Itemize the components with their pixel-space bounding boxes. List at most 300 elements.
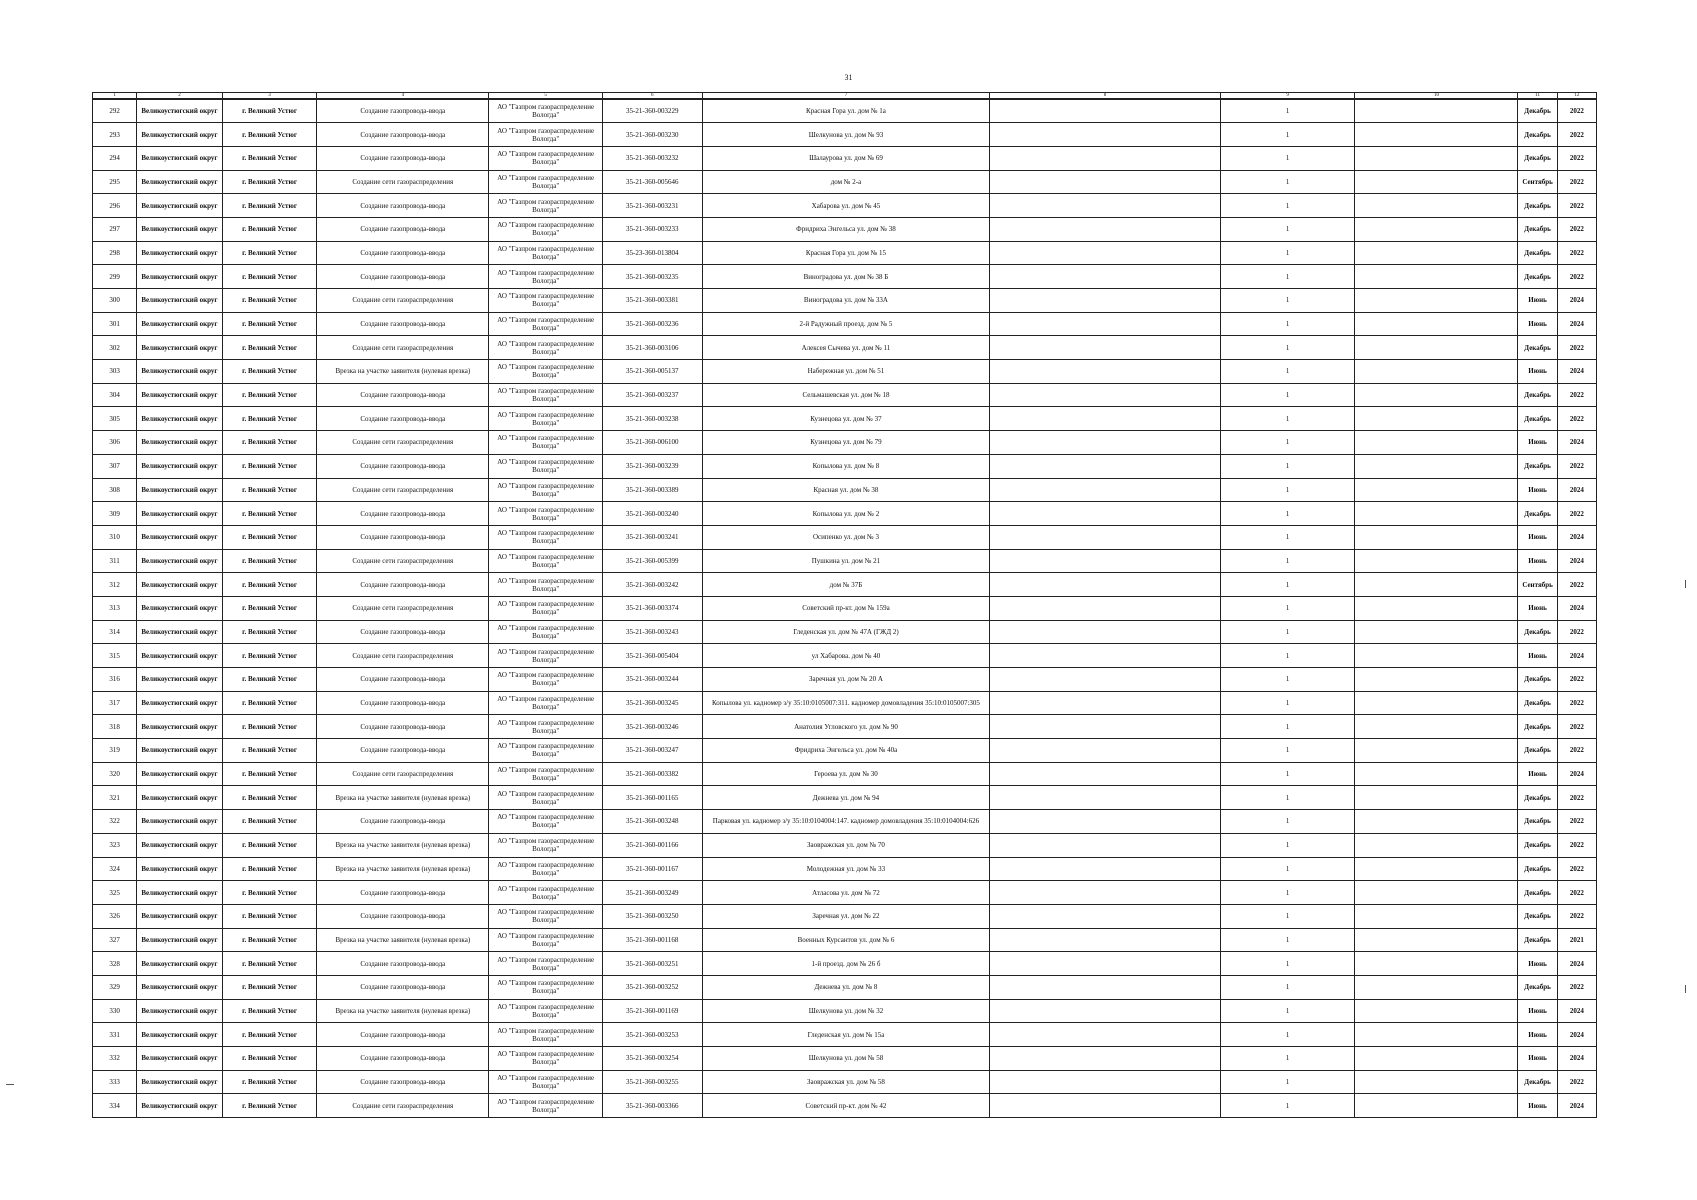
town-cell: г. Великий Устюг [222, 857, 317, 881]
work-type-cell: Создание газопровода-ввода [317, 99, 489, 123]
request-code-cell: 35-21-360-003253 [603, 1023, 703, 1047]
page-number: 31 [844, 73, 853, 82]
work-type-cell: Создание газопровода-ввода [317, 1023, 489, 1047]
district-cell: Великоустюгский округ [137, 833, 223, 857]
empty-cell [990, 525, 1220, 549]
year-cell: 2022 [1557, 691, 1596, 715]
organization-cell: АО "Газпром газораспределение Вологда" [489, 360, 603, 384]
year-cell: 2024 [1557, 312, 1596, 336]
work-type-cell: Врезка на участке заявителя (нулевая врезка) [317, 360, 489, 384]
request-code-cell: 35-21-360-003254 [603, 1047, 703, 1071]
empty-cell [990, 596, 1220, 620]
month-cell: Декабрь [1518, 857, 1557, 881]
empty-cell [990, 454, 1220, 478]
table-row [93, 265, 1597, 289]
row-number: 305 [93, 407, 137, 431]
work-type-cell: Врезка на участке заявителя (нулевая врезка) [317, 999, 489, 1023]
organization-cell: АО "Газпром газораспределение Вологда" [489, 1070, 603, 1094]
address-cell: Красная ул. дом № 38 [702, 478, 990, 502]
quantity-cell: 1 [1220, 1070, 1355, 1094]
quantity-cell: 1 [1220, 810, 1355, 834]
request-code-cell: 35-21-360-003255 [603, 1070, 703, 1094]
year-cell: 2024 [1557, 644, 1596, 668]
organization-cell: АО "Газпром газораспределение Вологда" [489, 431, 603, 455]
empty-cell [990, 644, 1220, 668]
empty-cell [990, 668, 1220, 692]
work-type-cell: Создание газопровода-ввода [317, 241, 489, 265]
organization-cell: АО "Газпром газораспределение Вологда" [489, 857, 603, 881]
request-code-cell: 35-21-360-003249 [603, 881, 703, 905]
column-number-11: 11 [1518, 93, 1557, 100]
table-row [93, 289, 1597, 313]
table-row [93, 904, 1597, 928]
empty-cell [990, 762, 1220, 786]
organization-cell: АО "Газпром газораспределение Вологда" [489, 833, 603, 857]
quantity-cell: 1 [1220, 170, 1355, 194]
empty-cell [1355, 289, 1518, 313]
quantity-cell: 1 [1220, 857, 1355, 881]
town-cell: г. Великий Устюг [222, 123, 317, 147]
quantity-cell: 1 [1220, 123, 1355, 147]
empty-cell [990, 549, 1220, 573]
quantity-cell: 1 [1220, 833, 1355, 857]
row-number: 326 [93, 904, 137, 928]
town-cell: г. Великий Устюг [222, 810, 317, 834]
work-type-cell: Врезка на участке заявителя (нулевая врезка) [317, 857, 489, 881]
table-row [93, 312, 1597, 336]
address-cell: Фридриха Энгельса ул. дом № 40а [702, 739, 990, 763]
table-row [93, 620, 1597, 644]
month-cell: Июнь [1518, 431, 1557, 455]
work-type-cell: Создание газопровода-ввода [317, 668, 489, 692]
organization-cell: АО "Газпром газораспределение Вологда" [489, 312, 603, 336]
district-cell: Великоустюгский округ [137, 975, 223, 999]
address-cell: Молодежная ул. дом № 33 [702, 857, 990, 881]
month-cell: Декабрь [1518, 1070, 1557, 1094]
request-code-cell: 35-21-360-003381 [603, 289, 703, 313]
request-code-cell: 35-21-360-001165 [603, 786, 703, 810]
work-type-cell: Создание газопровода-ввода [317, 312, 489, 336]
organization-cell: АО "Газпром газораспределение Вологда" [489, 454, 603, 478]
organization-cell: АО "Газпром газораспределение Вологда" [489, 478, 603, 502]
work-type-cell: Создание газопровода-ввода [317, 1047, 489, 1071]
row-number: 307 [93, 454, 137, 478]
district-cell: Великоустюгский округ [137, 146, 223, 170]
town-cell: г. Великий Устюг [222, 668, 317, 692]
year-cell: 2022 [1557, 454, 1596, 478]
month-cell: Июнь [1518, 312, 1557, 336]
empty-cell [990, 928, 1220, 952]
quantity-cell: 1 [1220, 194, 1355, 218]
district-cell: Великоустюгский округ [137, 431, 223, 455]
town-cell: г. Великий Устюг [222, 312, 317, 336]
request-code-cell: 35-21-360-001167 [603, 857, 703, 881]
work-type-cell: Создание газопровода-ввода [317, 952, 489, 976]
empty-cell [990, 407, 1220, 431]
empty-cell [1355, 194, 1518, 218]
month-cell: Сентябрь [1518, 573, 1557, 597]
work-type-cell: Создание сети газораспределения [317, 336, 489, 360]
empty-cell [990, 691, 1220, 715]
request-code-cell: 35-21-360-003231 [603, 194, 703, 218]
organization-cell: АО "Газпром газораспределение Вологда" [489, 194, 603, 218]
district-cell: Великоустюгский округ [137, 786, 223, 810]
month-cell: Декабрь [1518, 123, 1557, 147]
year-cell: 2022 [1557, 146, 1596, 170]
year-cell: 2022 [1557, 620, 1596, 644]
quantity-cell: 1 [1220, 1094, 1355, 1118]
quantity-cell: 1 [1220, 691, 1355, 715]
quantity-cell: 1 [1220, 312, 1355, 336]
request-code-cell: 35-21-360-003250 [603, 904, 703, 928]
town-cell: г. Великий Устюг [222, 833, 317, 857]
year-cell: 2024 [1557, 999, 1596, 1023]
row-number: 325 [93, 881, 137, 905]
row-number: 299 [93, 265, 137, 289]
quantity-cell: 1 [1220, 881, 1355, 905]
row-number: 295 [93, 170, 137, 194]
month-cell: Декабрь [1518, 336, 1557, 360]
table-row [93, 360, 1597, 384]
town-cell: г. Великий Устюг [222, 596, 317, 620]
empty-cell [1355, 454, 1518, 478]
work-type-cell: Врезка на участке заявителя (нулевая врезка) [317, 833, 489, 857]
address-cell: Шелкунова ул. дом № 58 [702, 1047, 990, 1071]
row-number: 306 [93, 431, 137, 455]
organization-cell: АО "Газпром газораспределение Вологда" [489, 1023, 603, 1047]
table-row [93, 573, 1597, 597]
request-code-cell: 35-21-360-003246 [603, 715, 703, 739]
month-cell: Декабрь [1518, 715, 1557, 739]
quantity-cell: 1 [1220, 1023, 1355, 1047]
month-cell: Июнь [1518, 549, 1557, 573]
request-code-cell: 35-21-360-003232 [603, 146, 703, 170]
quantity-cell: 1 [1220, 99, 1355, 123]
town-cell: г. Великий Устюг [222, 549, 317, 573]
organization-cell: АО "Газпром газораспределение Вологда" [489, 999, 603, 1023]
request-code-cell: 35-21-360-005399 [603, 549, 703, 573]
table-row [93, 123, 1597, 147]
month-cell: Июнь [1518, 478, 1557, 502]
empty-cell [990, 620, 1220, 644]
month-cell: Июнь [1518, 999, 1557, 1023]
quantity-cell: 1 [1220, 549, 1355, 573]
work-type-cell: Создание газопровода-ввода [317, 691, 489, 715]
column-number-4: 4 [317, 93, 489, 100]
year-cell: 2022 [1557, 383, 1596, 407]
month-cell: Сентябрь [1518, 170, 1557, 194]
district-cell: Великоустюгский округ [137, 810, 223, 834]
empty-cell [1355, 336, 1518, 360]
empty-cell [1355, 668, 1518, 692]
column-number-10: 10 [1355, 93, 1518, 100]
empty-cell [1355, 123, 1518, 147]
address-cell: Анатолия Угловского ул. дом № 90 [702, 715, 990, 739]
month-cell: Декабрь [1518, 739, 1557, 763]
month-cell: Декабрь [1518, 975, 1557, 999]
quantity-cell: 1 [1220, 573, 1355, 597]
request-code-cell: 35-21-360-003230 [603, 123, 703, 147]
empty-cell [990, 383, 1220, 407]
town-cell: г. Великий Устюг [222, 1070, 317, 1094]
district-cell: Великоустюгский округ [137, 289, 223, 313]
table-row [93, 644, 1597, 668]
table-row [93, 1047, 1597, 1071]
request-code-cell: 35-21-360-003243 [603, 620, 703, 644]
request-code-cell: 35-21-360-003366 [603, 1094, 703, 1118]
year-cell: 2024 [1557, 525, 1596, 549]
organization-cell: АО "Газпром газораспределение Вологда" [489, 786, 603, 810]
address-cell: Советский пр-кт. дом № 159а [702, 596, 990, 620]
month-cell: Июнь [1518, 1047, 1557, 1071]
empty-cell [1355, 975, 1518, 999]
work-type-cell: Создание газопровода-ввода [317, 810, 489, 834]
empty-cell [1355, 241, 1518, 265]
month-cell: Декабрь [1518, 786, 1557, 810]
organization-cell: АО "Газпром газораспределение Вологда" [489, 336, 603, 360]
quantity-cell: 1 [1220, 454, 1355, 478]
empty-cell [1355, 1070, 1518, 1094]
district-cell: Великоустюгский округ [137, 360, 223, 384]
work-type-cell: Создание газопровода-ввода [317, 407, 489, 431]
empty-cell [1355, 786, 1518, 810]
row-number: 298 [93, 241, 137, 265]
empty-cell [1355, 360, 1518, 384]
address-cell: Осипенко ул. дом № 3 [702, 525, 990, 549]
district-cell: Великоустюгский округ [137, 407, 223, 431]
empty-cell [990, 360, 1220, 384]
district-cell: Великоустюгский округ [137, 928, 223, 952]
empty-cell [990, 975, 1220, 999]
table-row [93, 431, 1597, 455]
row-number: 304 [93, 383, 137, 407]
row-number: 297 [93, 217, 137, 241]
empty-cell [1355, 596, 1518, 620]
row-number: 328 [93, 952, 137, 976]
address-cell: Кузнецова ул. дом № 79 [702, 431, 990, 455]
town-cell: г. Великий Устюг [222, 289, 317, 313]
town-cell: г. Великий Устюг [222, 952, 317, 976]
address-cell: Заовражская ул. дом № 70 [702, 833, 990, 857]
year-cell: 2024 [1557, 478, 1596, 502]
row-number: 314 [93, 620, 137, 644]
empty-cell [990, 431, 1220, 455]
organization-cell: АО "Газпром газораспределение Вологда" [489, 715, 603, 739]
table-row [93, 1094, 1597, 1118]
row-number: 311 [93, 549, 137, 573]
district-cell: Великоустюгский округ [137, 478, 223, 502]
organization-cell: АО "Газпром газораспределение Вологда" [489, 549, 603, 573]
town-cell: г. Великий Устюг [222, 739, 317, 763]
table-row [93, 336, 1597, 360]
table-row [93, 1070, 1597, 1094]
empty-cell [990, 833, 1220, 857]
work-type-cell: Создание газопровода-ввода [317, 525, 489, 549]
address-cell: Хабарова ул. дом № 45 [702, 194, 990, 218]
empty-cell [1355, 810, 1518, 834]
town-cell: г. Великий Устюг [222, 881, 317, 905]
district-cell: Великоустюгский округ [137, 999, 223, 1023]
table-row [93, 170, 1597, 194]
request-code-cell: 35-21-360-003241 [603, 525, 703, 549]
town-cell: г. Великий Устюг [222, 999, 317, 1023]
scan-edge-mark [1685, 580, 1686, 588]
row-number: 310 [93, 525, 137, 549]
town-cell: г. Великий Устюг [222, 975, 317, 999]
empty-cell [990, 194, 1220, 218]
district-cell: Великоустюгский округ [137, 644, 223, 668]
request-code-cell: 35-21-360-003382 [603, 762, 703, 786]
town-cell: г. Великий Устюг [222, 383, 317, 407]
request-code-cell: 35-21-360-003252 [603, 975, 703, 999]
work-type-cell: Создание сети газораспределения [317, 478, 489, 502]
town-cell: г. Великий Устюг [222, 762, 317, 786]
empty-cell [1355, 99, 1518, 123]
district-cell: Великоустюгский округ [137, 1094, 223, 1118]
empty-cell [1355, 715, 1518, 739]
year-cell: 2022 [1557, 194, 1596, 218]
empty-cell [1355, 928, 1518, 952]
row-number: 302 [93, 336, 137, 360]
work-type-cell: Создание газопровода-ввода [317, 904, 489, 928]
empty-cell [990, 739, 1220, 763]
district-cell: Великоустюгский округ [137, 194, 223, 218]
address-cell: Советский пр-кт. дом № 42 [702, 1094, 990, 1118]
row-number: 303 [93, 360, 137, 384]
address-cell: дом № 2-а [702, 170, 990, 194]
month-cell: Декабрь [1518, 668, 1557, 692]
district-cell: Великоустюгский округ [137, 691, 223, 715]
district-cell: Великоустюгский округ [137, 762, 223, 786]
district-cell: Великоустюгский округ [137, 336, 223, 360]
town-cell: г. Великий Устюг [222, 360, 317, 384]
work-type-cell: Создание газопровода-ввода [317, 1070, 489, 1094]
quantity-cell: 1 [1220, 289, 1355, 313]
empty-cell [990, 573, 1220, 597]
empty-cell [990, 904, 1220, 928]
town-cell: г. Великий Устюг [222, 194, 317, 218]
year-cell: 2022 [1557, 265, 1596, 289]
row-number: 313 [93, 596, 137, 620]
address-cell: Героева ул. дом № 30 [702, 762, 990, 786]
year-cell: 2022 [1557, 336, 1596, 360]
town-cell: г. Великий Устюг [222, 502, 317, 526]
town-cell: г. Великий Устюг [222, 904, 317, 928]
address-cell: Пушкина ул. дом № 21 [702, 549, 990, 573]
town-cell: г. Великий Устюг [222, 99, 317, 123]
row-number: 323 [93, 833, 137, 857]
town-cell: г. Великий Устюг [222, 265, 317, 289]
year-cell: 2022 [1557, 217, 1596, 241]
row-number: 320 [93, 762, 137, 786]
empty-cell [1355, 431, 1518, 455]
town-cell: г. Великий Устюг [222, 691, 317, 715]
empty-cell [1355, 573, 1518, 597]
organization-cell: АО "Газпром газораспределение Вологда" [489, 502, 603, 526]
organization-cell: АО "Газпром газораспределение Вологда" [489, 265, 603, 289]
organization-cell: АО "Газпром газораспределение Вологда" [489, 596, 603, 620]
month-cell: Июнь [1518, 360, 1557, 384]
row-number: 327 [93, 928, 137, 952]
organization-cell: АО "Газпром газораспределение Вологда" [489, 123, 603, 147]
town-cell: г. Великий Устюг [222, 928, 317, 952]
quantity-cell: 1 [1220, 478, 1355, 502]
request-code-cell: 35-21-360-001168 [603, 928, 703, 952]
row-number: 294 [93, 146, 137, 170]
request-code-cell: 35-21-360-001166 [603, 833, 703, 857]
empty-cell [990, 810, 1220, 834]
quantity-cell: 1 [1220, 928, 1355, 952]
work-type-cell: Создание газопровода-ввода [317, 123, 489, 147]
town-cell: г. Великий Устюг [222, 644, 317, 668]
district-cell: Великоустюгский округ [137, 525, 223, 549]
district-cell: Великоустюгский округ [137, 857, 223, 881]
town-cell: г. Великий Устюг [222, 478, 317, 502]
row-number: 333 [93, 1070, 137, 1094]
empty-cell [1355, 478, 1518, 502]
district-cell: Великоустюгский округ [137, 217, 223, 241]
table-row [93, 975, 1597, 999]
request-code-cell: 35-21-360-001169 [603, 999, 703, 1023]
month-cell: Декабрь [1518, 881, 1557, 905]
empty-cell [990, 502, 1220, 526]
town-cell: г. Великий Устюг [222, 217, 317, 241]
request-code-cell: 35-21-360-003237 [603, 383, 703, 407]
empty-cell [1355, 644, 1518, 668]
organization-cell: АО "Газпром газораспределение Вологда" [489, 620, 603, 644]
organization-cell: АО "Газпром газораспределение Вологда" [489, 99, 603, 123]
year-cell: 2024 [1557, 596, 1596, 620]
request-code-cell: 35-21-360-005404 [603, 644, 703, 668]
month-cell: Декабрь [1518, 383, 1557, 407]
table-row [93, 881, 1597, 905]
month-cell: Декабрь [1518, 194, 1557, 218]
empty-cell [990, 952, 1220, 976]
year-cell: 2022 [1557, 857, 1596, 881]
empty-cell [990, 123, 1220, 147]
table-row [93, 715, 1597, 739]
address-cell: Заречная ул. дом № 20 А [702, 668, 990, 692]
table-row [93, 810, 1597, 834]
work-type-cell: Создание газопровода-ввода [317, 383, 489, 407]
empty-cell [990, 170, 1220, 194]
request-code-cell: 35-21-360-005646 [603, 170, 703, 194]
empty-cell [990, 146, 1220, 170]
month-cell: Декабрь [1518, 833, 1557, 857]
request-code-cell: 35-21-360-003248 [603, 810, 703, 834]
column-number-1: 1 [93, 93, 137, 100]
town-cell: г. Великий Устюг [222, 1094, 317, 1118]
month-cell: Июнь [1518, 289, 1557, 313]
address-cell: Кузнецова ул. дом № 37 [702, 407, 990, 431]
quantity-cell: 1 [1220, 146, 1355, 170]
empty-cell [1355, 739, 1518, 763]
request-code-cell: 35-21-360-003235 [603, 265, 703, 289]
month-cell: Декабрь [1518, 454, 1557, 478]
address-cell: Копылова ул. дом № 8 [702, 454, 990, 478]
table-row [93, 146, 1597, 170]
table-row [93, 454, 1597, 478]
district-cell: Великоустюгский округ [137, 596, 223, 620]
table-body [93, 99, 1597, 1118]
table-row [93, 502, 1597, 526]
empty-cell [1355, 217, 1518, 241]
table-row [93, 739, 1597, 763]
address-cell: 2-й Радужный проезд. дом № 5 [702, 312, 990, 336]
work-type-cell: Создание газопровода-ввода [317, 265, 489, 289]
address-cell: Виноградова ул. дом № 33А [702, 289, 990, 313]
year-cell: 2022 [1557, 1070, 1596, 1094]
